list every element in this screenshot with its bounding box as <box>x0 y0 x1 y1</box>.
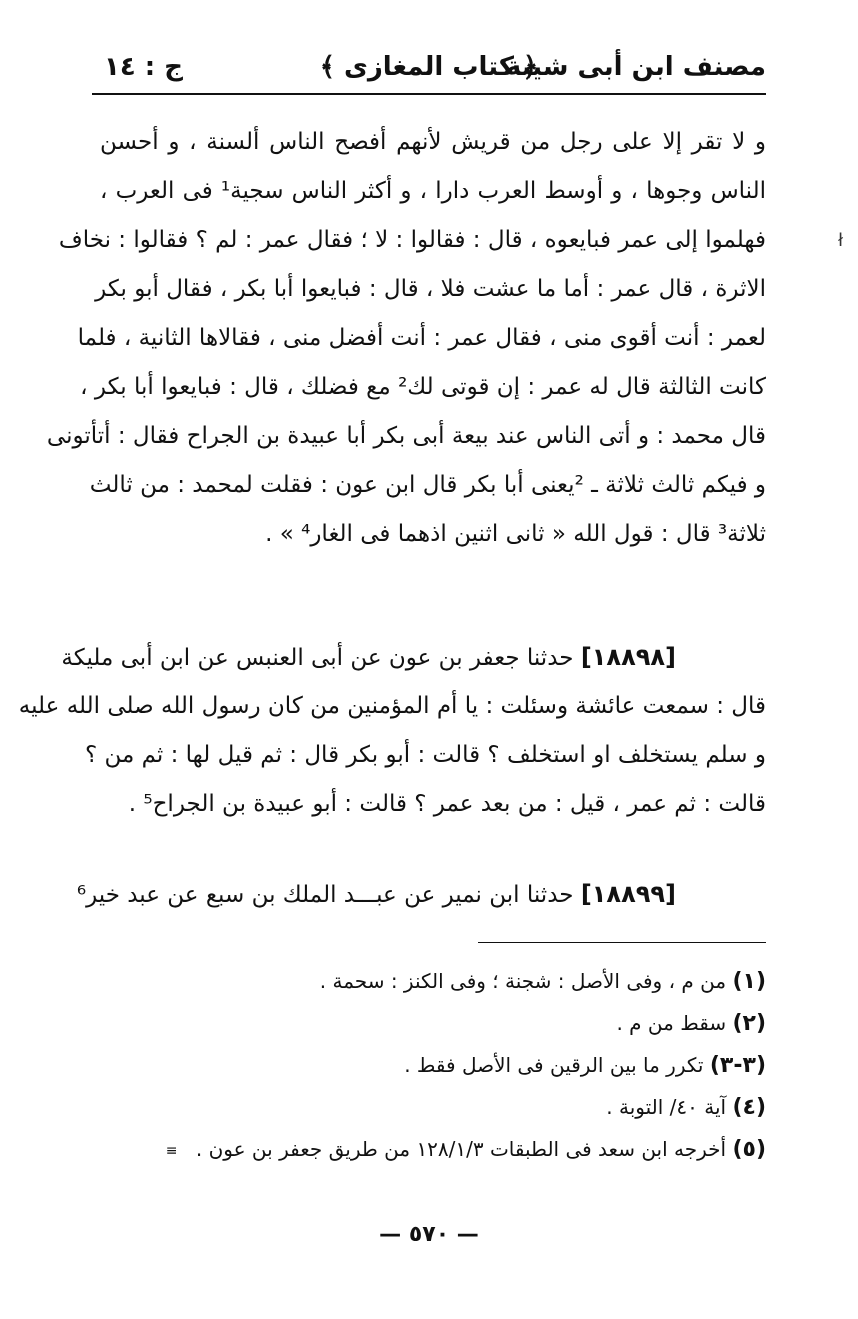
footnote-text: سقط من م . <box>616 1011 727 1035</box>
footnote-text: أخرجه ابن سعد فى الطبقات ١٢٨/١/٣ من طريق جعفر بن عون . <box>195 1137 727 1161</box>
footnote-number: (٥) <box>732 1137 766 1162</box>
footnote-item <box>92 1086 766 1128</box>
paragraph-1 <box>46 118 766 559</box>
text-line: كانت الثالثة قال له عمر : إن قوتى لك² مع فضلك ، قال : فبايعوا أبا بكر ، <box>80 374 766 400</box>
text-line: الناس وجوها ، و أوسط العرب دارا ، و أكثر الناس سجية¹ فى العرب ، <box>100 178 766 204</box>
footnote-text: آية ٤٠/ التوبة . <box>606 1095 727 1119</box>
text-line: فهلموا إلى عمر فبايعوه ، قال : فقالوا : لا ؛ فقال عمر : لم ؟ فقالوا : نخاف <box>58 227 766 253</box>
text-line: الاثرة ، قال عمر : أما ما عشت فلا ، قال : فبايعوا أبا بكر ، فقال أبو بكر <box>95 276 766 302</box>
hadith-text: حدثنا جعفر بن عون عن أبى العنبس عن ابن أبى مليكة <box>61 645 574 671</box>
text-line: قال : سمعت عائشة وسئلت : يا أم المؤمنين من كان رسول الله صلى الله عليه <box>18 693 766 719</box>
header-chapter-title: ﴿ كتاب المغازى ﴾ <box>319 52 539 82</box>
text-line: و لا تقر إلا على رجل من قريش لأنهم أفصح الناس ألسنة ، و أحسن <box>100 129 766 155</box>
footnote-mark-icon: ≡ <box>165 1142 178 1159</box>
footnote-text: من م ، وفى الأصل : شجنة ؛ وفى الكنز : سحمة . <box>319 969 727 993</box>
header-volume-number: ج : ١٤ <box>104 52 183 82</box>
text-line <box>76 870 766 919</box>
footnote-number: (٤) <box>732 1095 766 1120</box>
text-line: لعمر : أنت أقوى منى ، فقال عمر : أنت أفضل منى ، فقالاها الثانية ، فلما <box>77 325 766 351</box>
paragraph-hadith-18899 <box>76 870 766 919</box>
footnote-number: (٣-٣) <box>709 1053 766 1078</box>
text-line: ثلاثة³ قال : قول الله « ثانى اثنين اذهما فى الغار⁴ » . <box>265 521 766 547</box>
header-rule <box>92 93 766 95</box>
footnote-text: تكرر ما بين الرقين فى الأصل فقط . <box>404 1053 704 1077</box>
paragraph-hadith-18898 <box>18 633 766 829</box>
text-line: و فيكم ثالث ثلاثة ـ ²يعنى أبا بكر قال ابن عون : فقلت لمحمد : من ثالث <box>89 472 766 498</box>
hadith-text: حدثنا ابن نمير عن عبـــد الملك بن سبع عن عبد خير⁶ <box>76 882 574 908</box>
hadith-number: [١٨٨٩٩] <box>580 880 676 908</box>
footnote-item <box>92 960 766 1002</box>
hadith-number: [١٨٨٩٨] <box>580 643 676 671</box>
footnote-number: (٢) <box>732 1011 766 1036</box>
footnote-number: (١) <box>732 969 766 994</box>
footnotes <box>92 960 766 1170</box>
footnote-item <box>92 1002 766 1044</box>
running-header <box>92 44 766 92</box>
footnote-item <box>92 1128 766 1170</box>
page-number: — ٥٧٠ — <box>379 1222 479 1247</box>
footnote-item <box>92 1044 766 1086</box>
text-line: و سلم يستخلف او استخلف ؟ قالت : أبو بكر قال : ثم قيل لها : ثم من ؟ <box>84 742 766 768</box>
text-line: قال محمد : و أتى الناس عند بيعة أبى بكر أبا عبيدة بن الجراح فقال : أتأتونى <box>46 423 766 449</box>
text-line <box>61 633 766 682</box>
header-book-title: مصنف ابن أبى شيبة <box>505 52 766 82</box>
margin-scan-mark: ł <box>838 230 844 251</box>
text-line: قالت : ثم عمر ، قيل : من بعد عمر ؟ قالت : أبو عبيدة بن الجراح⁵ . <box>128 791 766 817</box>
footnote-rule <box>478 942 766 943</box>
